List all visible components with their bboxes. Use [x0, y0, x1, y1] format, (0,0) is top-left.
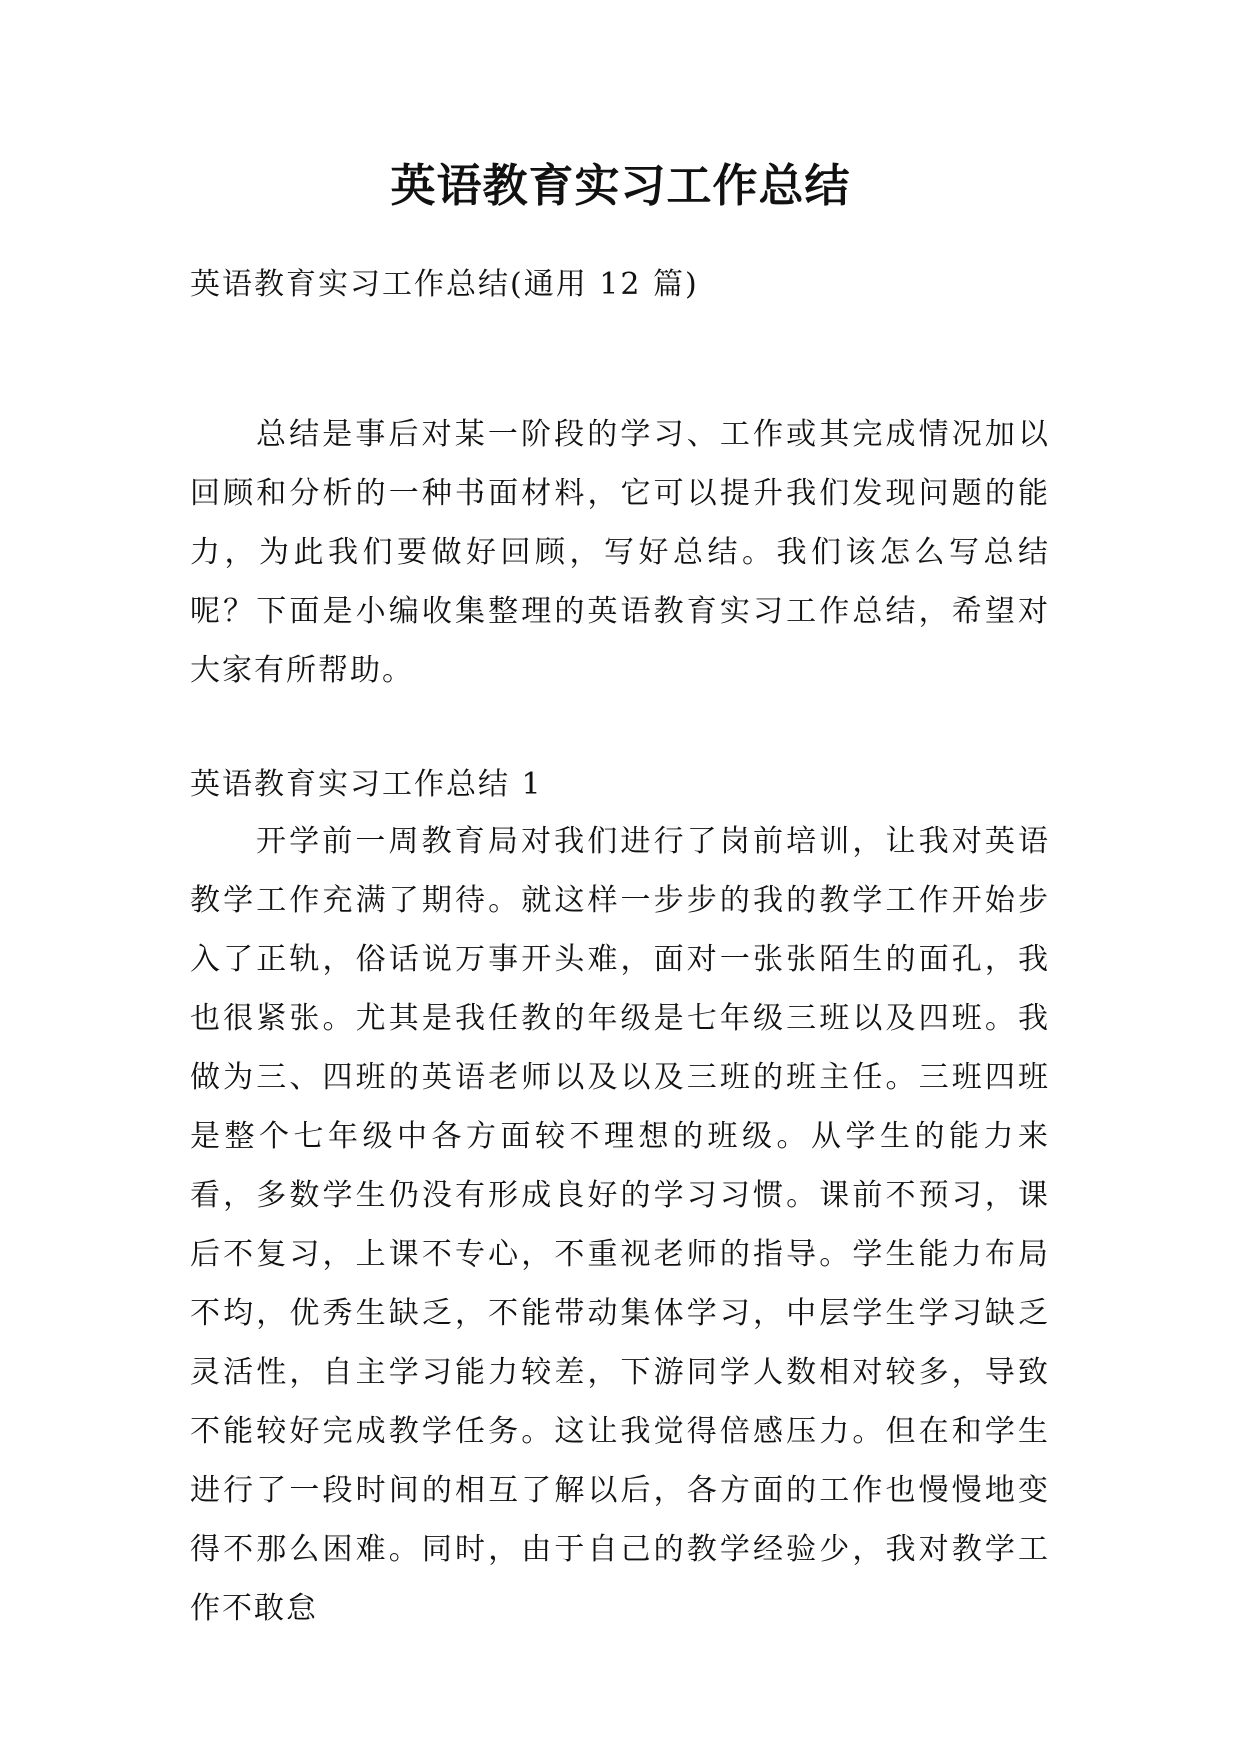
section-body-paragraph: 开学前一周教育局对我们进行了岗前培训，让我对英语教学工作充满了期待。就这样一步步的我的教学工作开始步入了正轨，俗话说万事开头难，面对一张张陌生的面孔，我也很紧张。尤其是我任教的年级是七年级三班以及四班。我做为三、四班的英语老师以及以及三班的班主任。三班四班是整个七年级中各方面较不理想的班级。从学生的能力来看，多数学生仍没有形成良好的学习习惯。课前不预习，课后不复习，上课不专心，不重视老师的指导。学生能力布局不均，优秀生缺乏，不能带动集体学习，中层学生学习缺乏灵活性，自主学习能力较差，下游同学人数相对较多，导致不能较好完成教学任务。这让我觉得倍感压力。但在和学生进行了一段时间的相互了解以后，各方面的工作也慢慢地变得不那么困难。同时，由于自己的教学经验少，我对教学工作不敢怠	[190, 824, 1050, 1626]
document-subtitle: 英语教育实习工作总结(通用 12 篇)	[190, 267, 699, 302]
intro-paragraph: 总结是事后对某一阶段的学习、工作或其完成情况加以回顾和分析的一种书面材料，它可以提升我们发现问题的能力，为此我们要做好回顾，写好总结。我们该怎么写总结呢？下面是小编收集整理的英语教育实习工作总结，希望对大家有所帮助。	[190, 417, 1050, 688]
document-title: 英语教育实习工作总结	[390, 159, 851, 212]
section-heading: 英语教育实习工作总结 1	[190, 767, 543, 802]
